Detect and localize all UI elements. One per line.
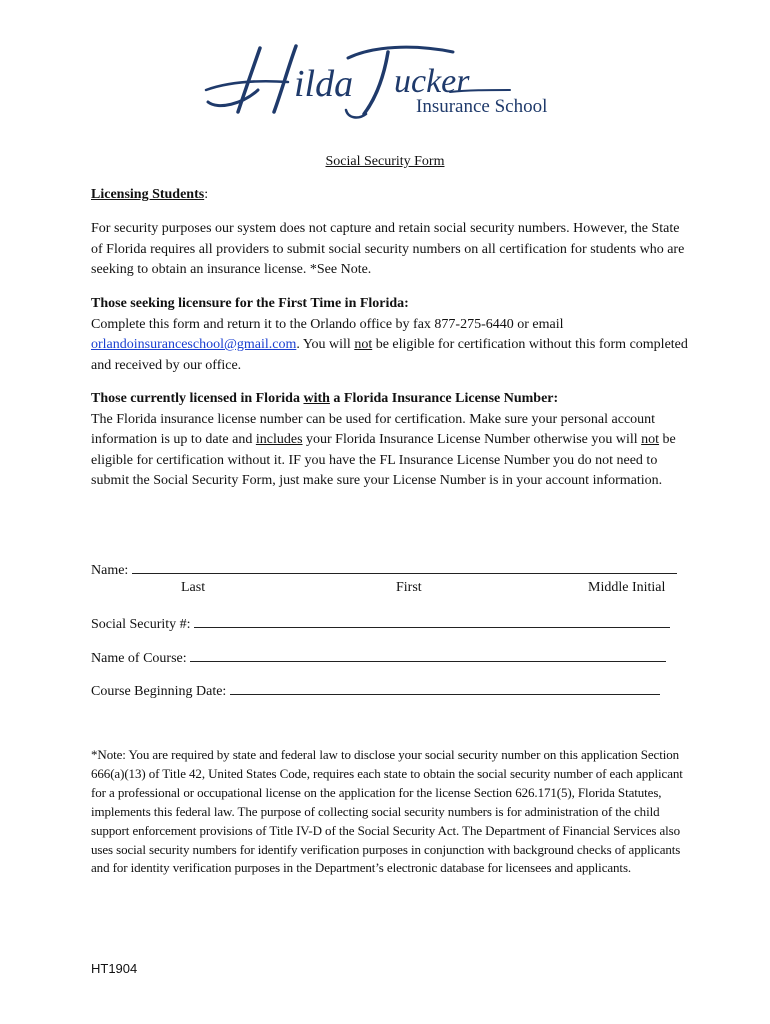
name-label: Name: — [91, 563, 132, 578]
first-time-text-2: . You will — [296, 337, 355, 352]
hilda-tucker-logo — [198, 40, 548, 120]
licensing-heading-colon: : — [204, 187, 209, 202]
first-time-not: not — [354, 337, 373, 352]
licensed-text-2: your Florida Insurance License Number otherwise you will — [302, 432, 642, 447]
name-input-line[interactable] — [132, 559, 677, 574]
date-field-row — [91, 680, 660, 700]
first-time-section — [91, 294, 691, 376]
svg-text:ucker: ucker — [394, 63, 470, 100]
course-label: Name of Course: — [91, 651, 191, 666]
name-field-row — [91, 559, 677, 579]
licensed-text-1: The Florida insurance license number can be used for certification. Make sure your personal account information is up to date and — [91, 411, 656, 447]
first-time-body — [91, 315, 691, 377]
first-time-text: Complete this form and return it to the Orlando office by fax 877-275-6440 or email — [91, 316, 564, 332]
name-sub-first: First — [396, 580, 422, 595]
svg-text:Insurance School: Insurance School — [416, 96, 548, 117]
licensing-heading-line — [91, 185, 691, 206]
form-title: Social Security Form — [325, 154, 445, 169]
svg-text:ilda: ilda — [294, 63, 354, 105]
date-input-line[interactable] — [230, 680, 660, 695]
ssn-field-row — [91, 613, 670, 633]
licensed-heading-part1: Those currently licensed in Florida — [91, 391, 304, 406]
licensed-heading-with: with — [303, 391, 330, 406]
first-time-text-3: be eligible for certification without this form completed and received by our office. — [91, 337, 688, 373]
licensing-intro: For security purposes our system does not capture and retain social security numbers. However, the State of Florida requires all providers to submit social security numbers on all certification for students who are seeking to obtain an insurance license. *See Note. — [91, 221, 685, 277]
ssn-label: Social Security #: — [91, 617, 195, 632]
ssn-input-line[interactable] — [194, 613, 670, 628]
name-sub-middle: Middle Initial — [588, 580, 666, 595]
footer-code: HT1904 — [91, 961, 138, 976]
licensed-heading — [91, 389, 691, 410]
course-field-row — [91, 647, 666, 667]
first-time-heading: Those seeking licensure for the First Time in Florida: — [91, 296, 409, 311]
licensed-section — [91, 389, 691, 492]
course-input-line[interactable] — [190, 647, 666, 662]
licensed-heading-part2: a Florida Insurance License Number: — [329, 391, 559, 406]
licensed-body — [91, 410, 691, 492]
email-link[interactable]: orlandoinsuranceschool@gmail.com — [91, 337, 297, 352]
date-label: Course Beginning Date: — [91, 684, 230, 699]
legal-note: *Note: You are required by state and federal law to disclose your social security number on this application Section 666(a)(13) of Title 42, United States Code, requires each state to obtain the social security number of each applicant for a professional or occupational license on the application for the license Section 626.171(5), Florida Statutes, implements this federal law. The purpose of collecting social security numbers is for administration of the child support enforcement provisions of Title IV-D of the Social Security Act. The Department of Financial Services also uses social security numbers for identify verification purposes in conjunction with background checks of applicants and for identity verification purposes in the Department’s electronic database for licensees and applicants. — [91, 747, 683, 876]
licensed-not: not — [641, 432, 660, 447]
licensed-includes: includes — [255, 432, 303, 447]
licensed-text-3: be eligible for certification without it. IF you have the FL Insurance License Number you do not need to submit the Social Security Form, just make sure your License Number is in your account information. — [91, 432, 676, 488]
licensing-heading: Licensing Students — [91, 187, 205, 202]
name-sub-last: Last — [181, 580, 206, 595]
